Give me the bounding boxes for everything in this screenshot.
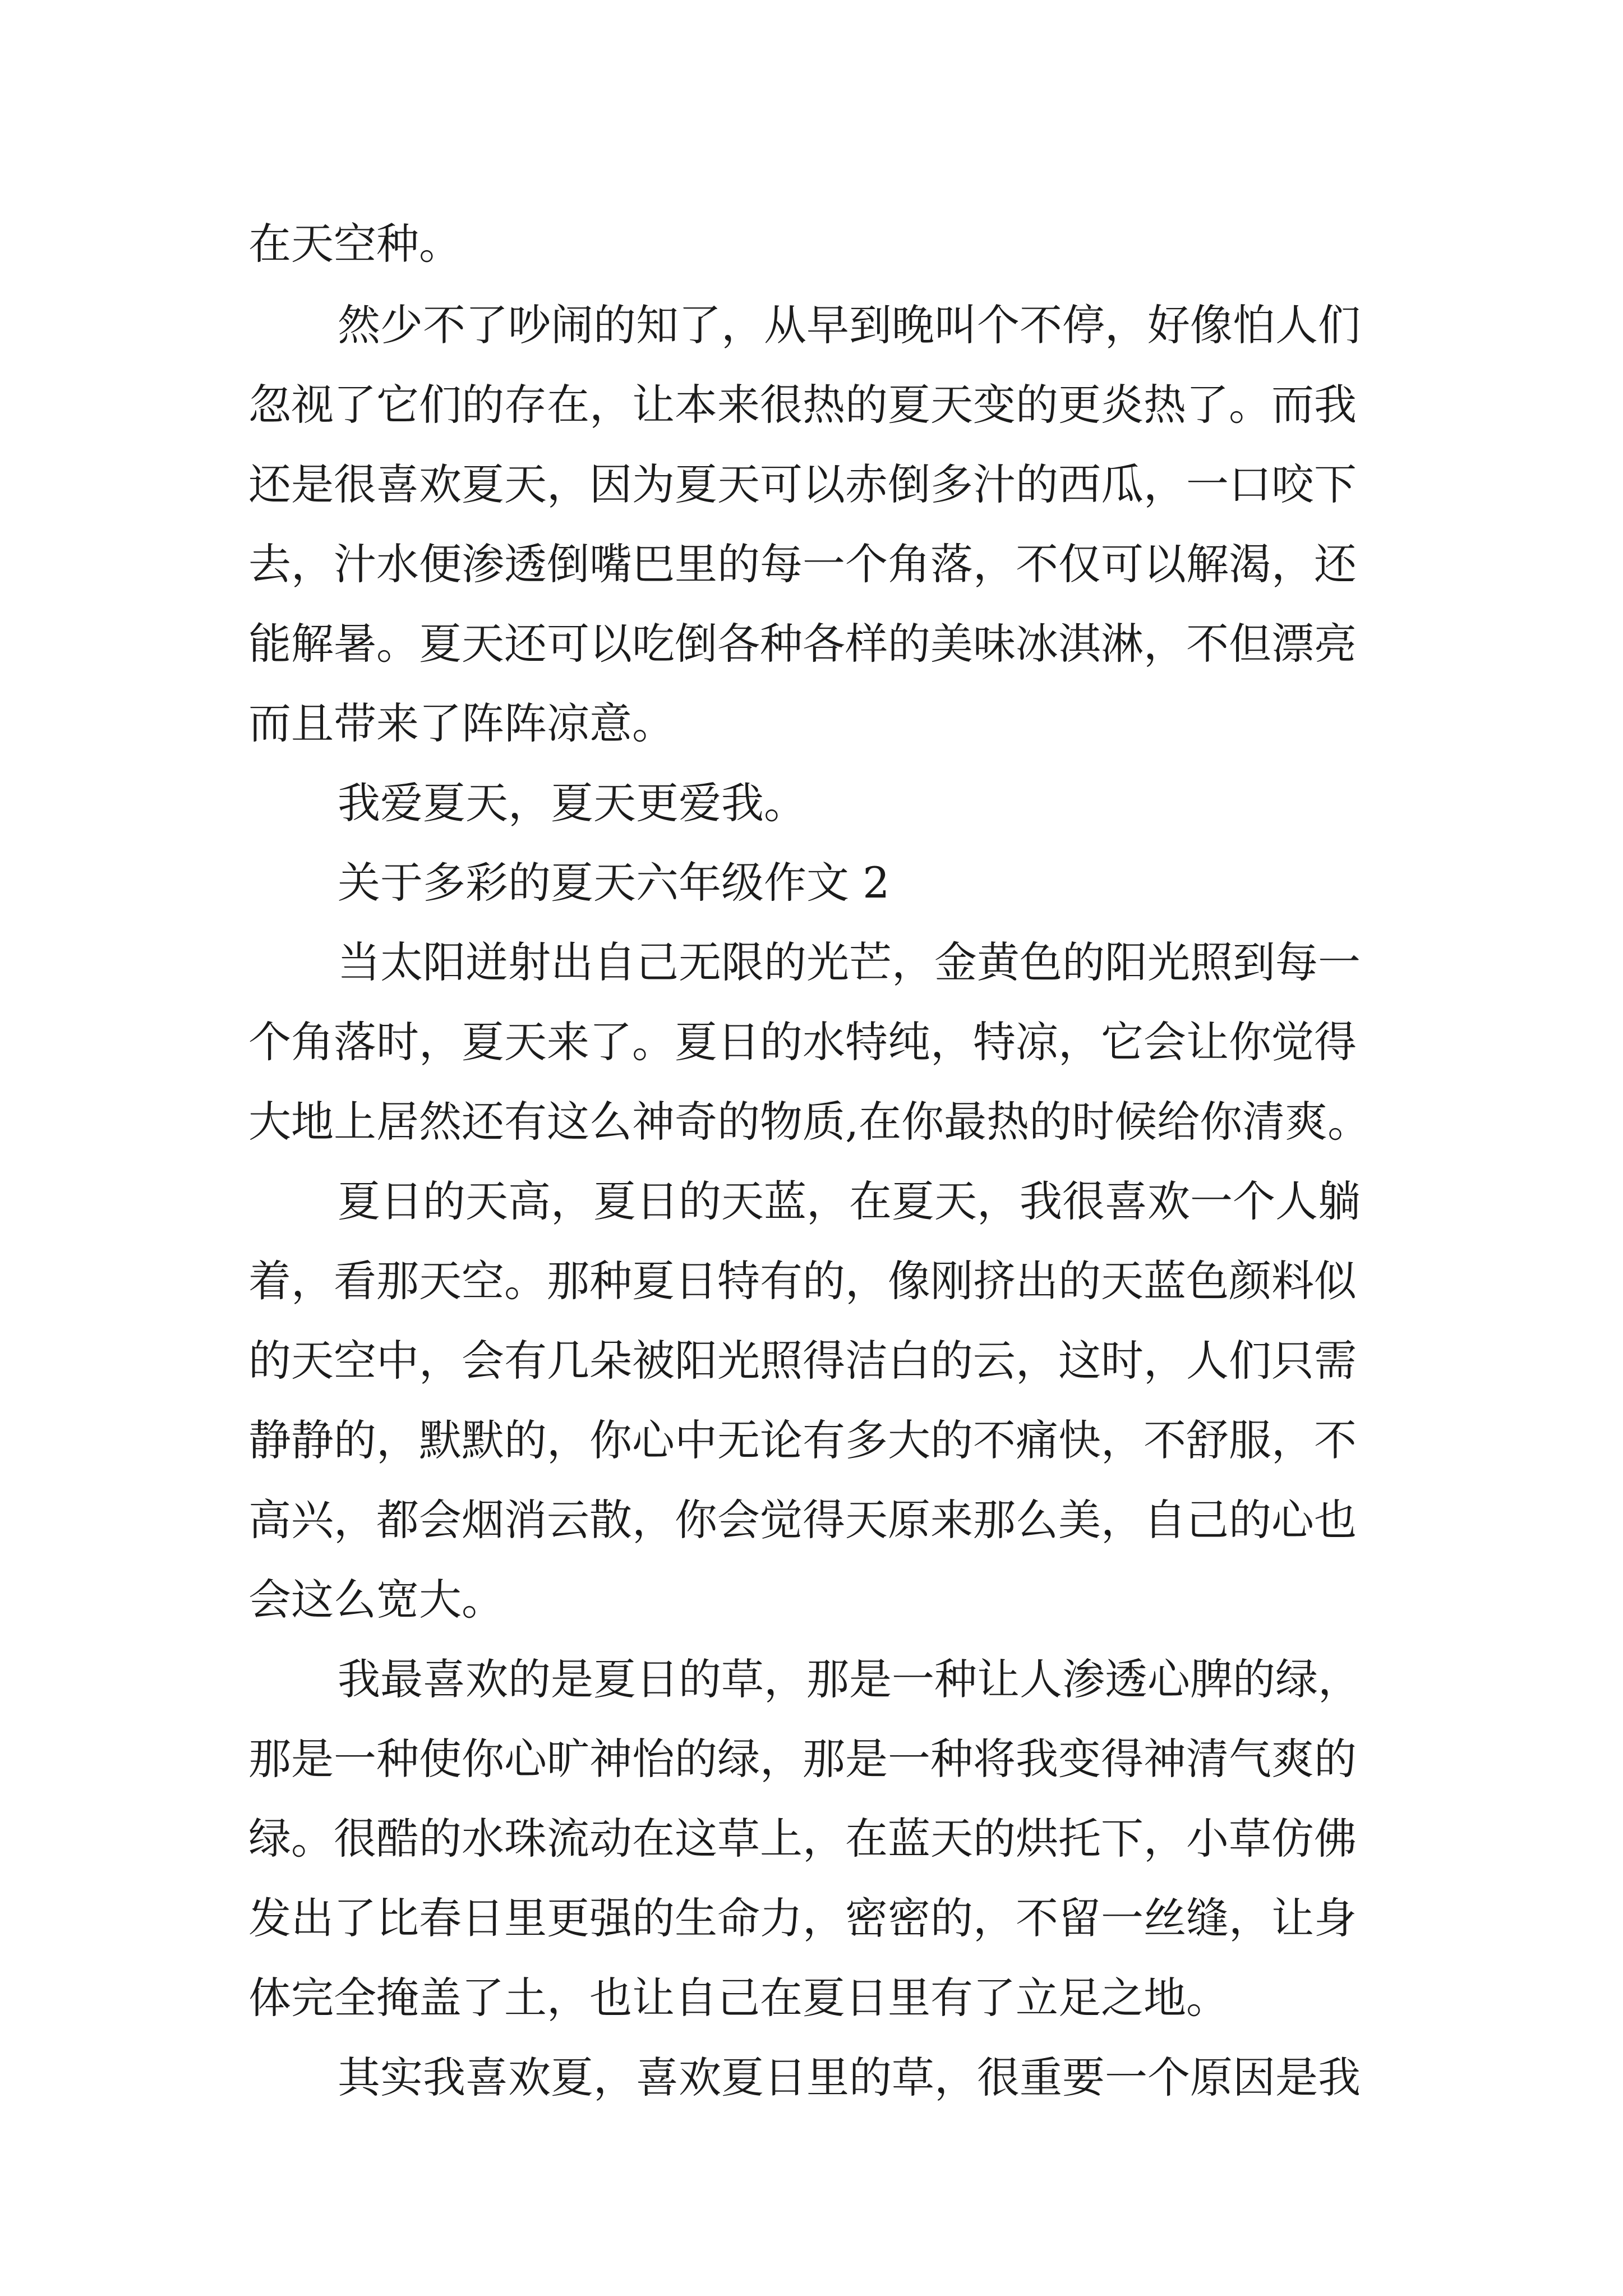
paragraph-first-line: 夏日的天高，夏日的天蓝，在夏天，我很喜欢一个人躺 [338, 1176, 1361, 1226]
text-line: 而且带来了阵阵凉意。 [248, 698, 675, 748]
paragraph-first-line: 当太阳迸射出自己无限的光芒，金黄色的阳光照到每一 [338, 937, 1361, 987]
text-line: 还是很喜欢夏天，因为夏天可以赤倒多汁的西瓜，一口咬下 [248, 459, 1357, 509]
paragraph-first-line: 我爱夏天，夏天更爱我。 [338, 778, 806, 828]
text-line: 能解暑。夏天还可以吃倒各种各样的美味冰淇淋，不但漂亮 [248, 619, 1357, 669]
text-line: 在天空种。 [248, 219, 462, 269]
text-line: 着，看那天空。那种夏日特有的，像刚挤出的天蓝色颜料似 [248, 1256, 1357, 1306]
text-line: 大地上居然还有这么神奇的物质,在你最热的时候给你清爽。 [248, 1097, 1371, 1147]
text-line: 会这么宽大。 [248, 1575, 504, 1625]
text-line: 那是一种使你心旷神怡的绿，那是一种将我变得神清气爽的 [248, 1734, 1357, 1784]
text-line: 的天空中，会有几朵被阳光照得洁白的云，这时，人们只需 [248, 1336, 1357, 1386]
paragraph-first-line: 我最喜欢的是夏日的草，那是一种让人渗透心脾的绿， [338, 1654, 1361, 1704]
paragraph-first-line: 然少不了吵闹的知了，从早到晚叫个不停，好像怕人们 [338, 300, 1361, 350]
text-line: 高兴，都会烟消云散，你会觉得天原来那么美，自己的心也 [248, 1495, 1357, 1545]
section-heading: 关于多彩的夏天六年级作文 2 [338, 858, 890, 908]
text-line: 静静的，默默的，你心中无论有多大的不痛快，不舒服，不 [248, 1415, 1357, 1465]
paragraph-first-line: 其实我喜欢夏，喜欢夏日里的草，很重要一个原因是我 [338, 2053, 1361, 2102]
text-line: 去，汁水便渗透倒嘴巴里的每一个角落，不仅可以解渴，还 [248, 539, 1357, 589]
text-line: 绿。很酷的水珠流动在这草上，在蓝天的烘托下，小草仿佛 [248, 1814, 1357, 1864]
text-line: 个角落时，夏天来了。夏日的水特纯，特凉，它会让你觉得 [248, 1017, 1357, 1067]
text-line: 发出了比春日里更强的生命力，密密的，不留一丝缝，让身 [248, 1893, 1357, 1943]
text-line: 体完全掩盖了土，也让自己在夏日里有了立足之地。 [248, 1973, 1229, 2023]
text-line: 忽视了它们的存在，让本来很热的夏天变的更炎热了。而我 [248, 380, 1357, 430]
